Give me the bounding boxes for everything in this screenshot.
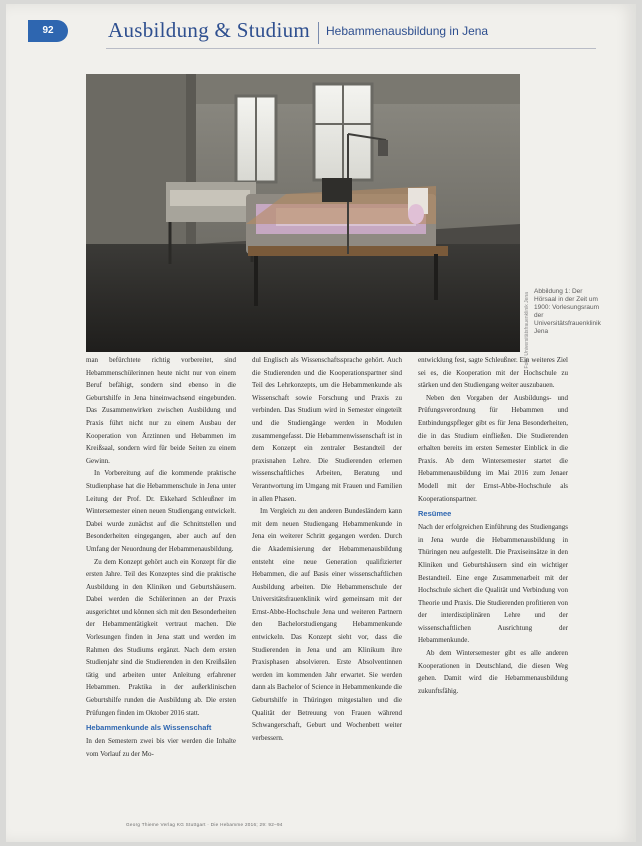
page-footer: Georg Thieme Verlag KG Stuttgart · Die Hebamme 2016; 29: 92–94 — [126, 822, 283, 827]
article-column-3 — [418, 354, 568, 697]
photo-credit: Foto: Universitätsfrauenklinik Jena — [524, 292, 530, 369]
article-column-1 — [86, 354, 236, 760]
paragraph: Zu dem Konzept gehört auch ein Konzept für die ersten Jahre. Teil des Konzeptes sind die praktische Ausbildung in den Kliniken und Geburtshäusern. Dabei werden die Schülerinnen an der Praxis ausgerichtet und können sich mit den Besonderheiten der Hebammentätigkeit vertraut machen. Die Vorlesungen finden in Jena statt und werden im Rahmen des Studiums ergänzt. Nach dem ersten Studienjahr sind die Studierenden in den Kreißsälen tätig und arbeiten unter Anleitung erfahrener Hebammen. Praktika in der außerklinischen Geburtshilfe runden die Ausbildung ab. Die ersten Prüfungen finden im Oktober 2016 statt. — [86, 557, 236, 717]
header-rule — [106, 48, 596, 49]
paragraph: Nach der erfolgreichen Einführung des Studiengangs in Jena wurde die Hebammenausbildung in Thüringen neu aufgestellt. Die Praxiseinsätze in den Kliniken und Geburtshäusern sind ein wichtiger Bestandteil. Eine enge Zusammenarbeit mit der Hochschule sichert die Qualität und Verbindung von Theorie und Praxis. Die Studierenden profitieren von der interdisziplinären Lehre und der wissenschaftlichen Ausrichtung der Hebammenkunde. — [418, 523, 568, 645]
subheading: Hebammenkunde als Wissenschaft — [86, 723, 212, 733]
paragraph: In Vorbereitung auf die kommende praktische Studienphase hat die Hebammenschule in Jena unter Leitung der Prof. Dr. Ekkehard Schleußner im Wintersemester einen neuen Studiengang entwickelt. Dabei wurde zunächst auf die Schnittstellen und Besonderheiten eingegangen, aber auch auf den Umfang der Neuordnung der Hebammenausbildung. — [86, 469, 236, 553]
paragraph: man befürchtete richtig vorbereitet, sind Hebammenschülerinnen heute nicht nur von einem Beruf befähigt, sondern sind ebenso in die Geburtshilfe in Jena hineinwachsend eingebunden. Das Zusammenwirken zwischen Ausbildung und Praxis führt nicht nur zu einem Ausbau der Kooperation von Ärztinnen und Hebammen im Kreißsaal, sondern wird für beide Seiten zu einem Gewinn. — [86, 356, 236, 465]
section-subtitle: Hebammenausbildung in Jena — [326, 24, 489, 38]
page-number-badge: 92 — [28, 20, 68, 42]
photo-hospital-room — [86, 74, 520, 352]
photo-illustration — [86, 74, 520, 352]
paragraph: Neben den Vorgaben der Ausbildungs- und Prüfungsverordnung für Hebammen und Entbindungspfleger gibt es für Jena Besonderheiten, die in das Studium einfließen. Die Studierenden erhalten bereits im ersten Semester Einblick in die Praxis. Ab dem Wintersemester startet die Hebammenausbildung im Mai 2016 zum Jenaer Modell mit der Ernst-Abbe-Hochschule als Kooperationspartner. — [418, 393, 568, 503]
paragraph: Ab dem Wintersemester gibt es alle anderen Kooperationen in Deutschland, die diesen Weg gehen. Damit wird die Hebammenausbildung zukunftsfähig. — [418, 649, 568, 695]
paragraph: entwicklung fest, sagte Schleußner. Ein weiteres Ziel sei es, die Kooperation mit der Hochschule zu stärken und den Studiengang weiter auszubauen. — [418, 356, 568, 390]
paragraph: Im Vergleich zu den anderen Bundesländern kann mit dem neuen Studiengang Hebammenkunde in Jena ein weiterer Schritt gegangen werden. Durch die Akademisierung der Hebammenausbildung entsteht eine neue Generation qualifizierter Hebammen, die auf Basis einer wissenschaftlichen Ausbildung arbeiten. Die Hebammenschule der Universitätsfrauenklinik wird gemeinsam mit der Ernst-Abbe-Hochschule Jena und weiteren Partnern den Bachelorstudiengang Hebammenkunde entwickeln. Das Konzept sieht vor, dass die Studierenden in Jena und am Klinikum ihre Praxisphasen absolvieren. Erste Absolventinnen werden im kommenden Jahr erwartet. Sie werden dann als Bachelor of Science in Hebammenkunde die Geburtshilfe in Thüringen mitgestalten und die Qualität der Betreuung von Frauen während Schwangerschaft, Geburt und Wochenbett weiter verbessern. — [252, 507, 402, 742]
paragraph: In den Semestern zwei bis vier werden die Inhalte vom Vorlauf zu der Mo- — [86, 737, 236, 758]
magazine-page — [6, 4, 636, 842]
photo-caption: Abbildung 1: Der Hörsaal in der Zeit um 1900: Vorlesungsraum der Universitätsfrauenklinik Jena — [534, 288, 601, 335]
section-title: Ausbildung & Studium — [108, 18, 311, 42]
subheading: Resümee — [418, 509, 452, 519]
paragraph: dul Englisch als Wissenschaftssprache gehört. Auch die Studierenden und die Kooperationspartner sind Teil des Lehrkonzepts, um die Hebammenkunde als Wissenschaft sowie Forschung und Praxis zu verbinden. Das Studium wird in Semester eingeteilt und die Studiengänge werden in Modulen zusammengefasst. Die Hebammenwissenschaft ist in dem Konzept ein zentraler Bestandteil der praxisnahen Lehre. Die Studierenden erlernen wissenschaftliches Arbeiten, Beratung und Verantwortung im Umgang mit Frauen und Familien in allen Phasen. — [252, 356, 402, 503]
article-column-2 — [252, 354, 402, 744]
header-divider — [318, 22, 319, 44]
